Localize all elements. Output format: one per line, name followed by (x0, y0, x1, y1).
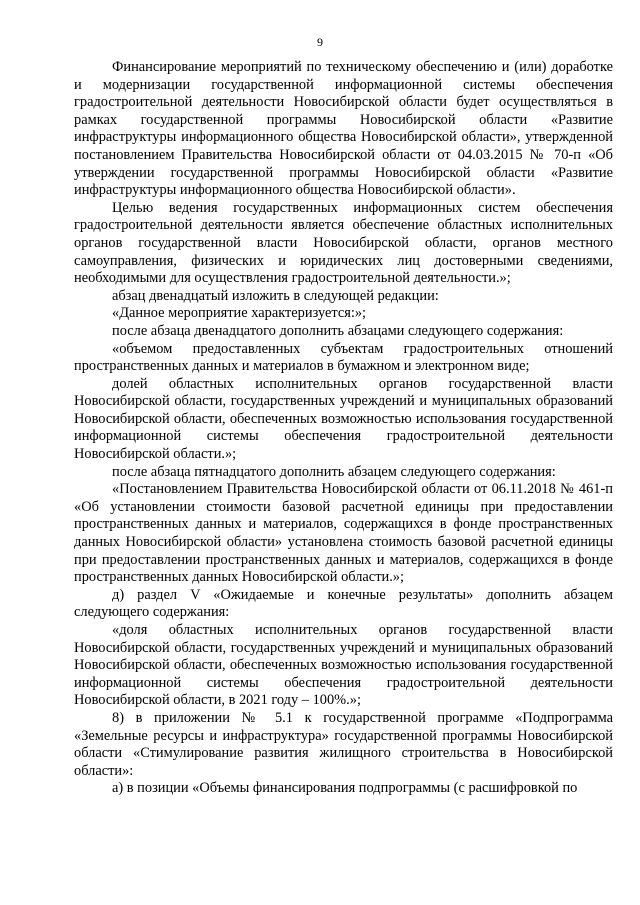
paragraph-purpose: Целью ведения государственных информационных систем обеспечения градостроительной деятельности является обеспечение областных исполнительных органов государственной власти Новосибирской области, органов местного самоуправления, физических и юридических лиц достоверными сведениями, необходимыми для осуществления градостроительной деятельности.»; (74, 199, 613, 287)
paragraph-share-bodies: долей областных исполнительных органов государственной власти Новосибирской области, государственных учреждений и муниципальных образований Новосибирской области, обеспеченных возможностью использования государственной информационной системы обеспечения градостроительной деятельности Новосибирской области.»; (74, 375, 613, 463)
paragraph-add-after-fifteenth: после абзаца пятнадцатого дополнить абзацем следующего содержания: (112, 463, 556, 480)
paragraph-section-v: д) раздел V «Ожидаемые и конечные результаты» дополнить абзацем следующего содержания: (74, 586, 613, 621)
paragraph-resolution: «Постановлением Правительства Новосибирской области от 06.11.2018 № 461-п «Об установлении стоимости базовой расчетной единицы при предоставлении пространственных данных и материалов, содержащихся в фонде пространственных данных Новосибирской области» установлена стоимость базовой расчетной единицы при предоставлении пространственных данных и материалов, содержащихся в фонде пространственных данных Новосибирской области.»; (74, 481, 613, 586)
paragraph-appendix-5-1: 8) в приложении № 5.1 к государственной программе «Подпрограмма «Земельные ресурсы и инфраструктура» государственной программы Новосибирской области «Стимулирование развития жилищного строительства в Новосибирской области»: (74, 709, 613, 779)
paragraph-funding: Финансирование мероприятий по техническому обеспечению и (или) доработке и модернизации государственной информационной системы обеспечения градостроительной деятельности Новосибирской области будет осуществляться в рамках государственной программы Новосибирской области «Развитие инфраструктуры информационного общества Новосибирской области», утвержденной постановлением Правительства Новосибирской области от 04.03.2015 № 70-п «Об утверждении государственной программы Новосибирской области «Развитие инфраструктуры информационного общества Новосибирской области». (74, 59, 613, 199)
paragraph-volume-provided: «объемом предоставленных субъектам градостроительных отношений пространственных данных и материалов в бумажном и электронном виде; (74, 340, 613, 375)
body-text (74, 59, 613, 798)
paragraph-characterized: «Данное мероприятие характеризуется:»; (112, 305, 367, 322)
paragraph-amend-twelfth: абзац двенадцатый изложить в следующей редакции: (112, 287, 439, 304)
paragraph-add-after-twelfth: после абзаца двенадцатого дополнить абзацами следующего содержания: (112, 322, 564, 339)
page-number: 9 (317, 35, 323, 49)
paragraph-share-2021: «доля областных исполнительных органов государственной власти Новосибирской области, государственных учреждений и муниципальных образований Новосибирской области, обеспеченных возможностью использования государственной информационной системы обеспечения градостроительной деятельности Новосибирской области, в 2021 году – 100%.»; (74, 622, 613, 709)
paragraph-item-a: а) в позиции «Объемы финансирования подпрограммы (с расшифровкой по (112, 780, 578, 797)
